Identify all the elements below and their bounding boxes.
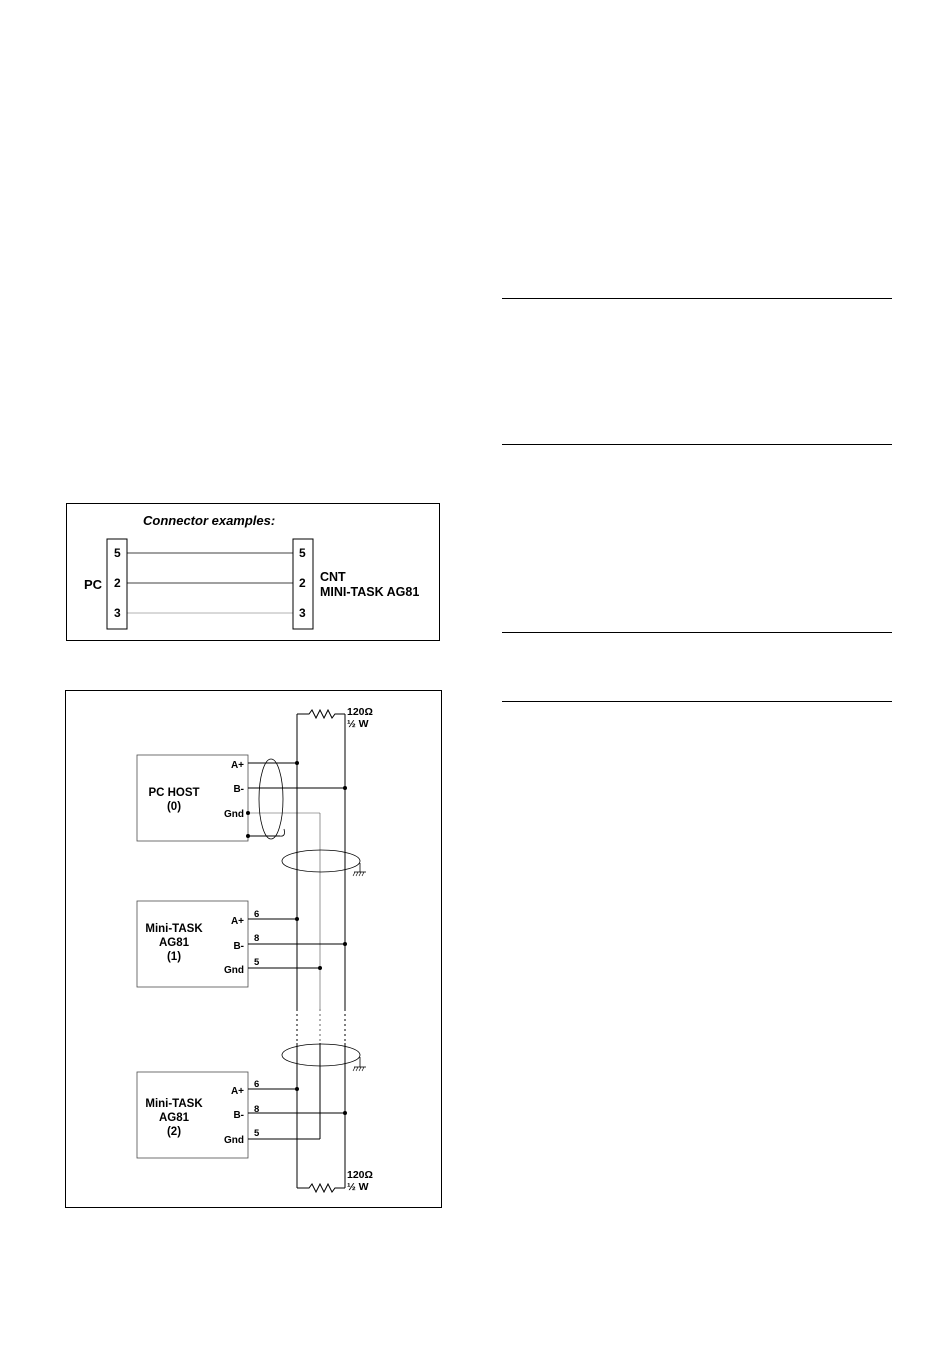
network-svg — [66, 691, 443, 1209]
connector-title: Connector examples: — [143, 513, 276, 528]
cnt-pin-5: 5 — [299, 546, 306, 560]
device-1-signal-gnd: Gnd — [224, 965, 244, 976]
ground-icon-2 — [353, 1067, 366, 1071]
top-terminator-value: 120Ω — [347, 706, 373, 718]
pc-host-twisted-pair-ellipse — [259, 759, 283, 839]
device-2-pin-b: 8 — [254, 1104, 260, 1115]
cable-shield-ellipse-2 — [282, 1044, 360, 1066]
pc-host-junction-gnd — [246, 811, 250, 815]
bottom-terminator-value: 120Ω — [347, 1169, 373, 1181]
device-2-signal-a: A+ — [230, 1086, 244, 1097]
pc-host-name: PC HOST — [148, 787, 200, 799]
pc-host-junction-b — [343, 786, 347, 790]
top-terminator-resistor — [297, 710, 345, 718]
device-2-model: AG81 — [158, 1112, 190, 1124]
cable-shield-ellipse-1 — [282, 850, 360, 872]
device-1-junction-gnd — [318, 966, 322, 970]
cnt-model-label: MINI-TASK AG81 — [320, 585, 420, 599]
pc-host-junction-a — [295, 761, 299, 765]
pc-host-junction-shield — [246, 834, 250, 838]
device-1-signal-a: A+ — [230, 916, 244, 927]
pc-label: PC — [84, 577, 103, 592]
section-rule-2 — [502, 444, 892, 445]
pc-host-shield-bracket — [280, 829, 285, 836]
connector-example-diagram — [66, 503, 440, 641]
pc-pin-3: 3 — [114, 606, 121, 620]
pc-pin-5: 5 — [114, 546, 121, 560]
connector-example-svg — [67, 504, 441, 642]
rs485-network-diagram — [65, 690, 442, 1208]
cnt-pin-2: 2 — [299, 576, 306, 590]
device-1-junction-a — [295, 917, 299, 921]
section-rule-4 — [502, 701, 892, 702]
cnt-pin-3: 3 — [299, 606, 306, 620]
device-2-junction-b — [343, 1111, 347, 1115]
pc-host-signal-b: B- — [233, 784, 244, 795]
pc-host-signal-gnd: Gnd — [224, 809, 244, 820]
device-1-pin-gnd: 5 — [254, 957, 260, 968]
device-1-signal-b: B- — [233, 941, 244, 952]
device-1-junction-b — [343, 942, 347, 946]
device-2-pin-a: 6 — [254, 1079, 260, 1090]
device-2-junction-a — [295, 1087, 299, 1091]
pc-host-address: (0) — [166, 801, 182, 813]
device-2-signal-gnd: Gnd — [224, 1135, 244, 1146]
device-2-pin-gnd: 5 — [254, 1128, 260, 1139]
section-rule-3 — [502, 632, 892, 633]
section-rule-1 — [502, 298, 892, 299]
device-2-address: (2) — [166, 1126, 182, 1138]
device-1-pin-a: 6 — [254, 909, 260, 920]
bottom-terminator-resistor — [297, 1184, 345, 1192]
top-terminator-power: ½ W — [347, 718, 369, 730]
device-2-name: Mini-TASK — [145, 1098, 203, 1110]
ground-icon-1 — [353, 872, 366, 876]
device-1-model: AG81 — [158, 937, 190, 949]
device-1-name: Mini-TASK — [145, 923, 203, 935]
pc-host-signal-a: A+ — [230, 760, 244, 771]
bottom-terminator-power: ½ W — [347, 1181, 369, 1193]
cnt-label: CNT — [320, 570, 346, 584]
device-2-signal-b: B- — [233, 1110, 244, 1121]
pc-pin-2: 2 — [114, 576, 121, 590]
device-1-pin-b: 8 — [254, 933, 260, 944]
device-1-address: (1) — [166, 951, 182, 963]
